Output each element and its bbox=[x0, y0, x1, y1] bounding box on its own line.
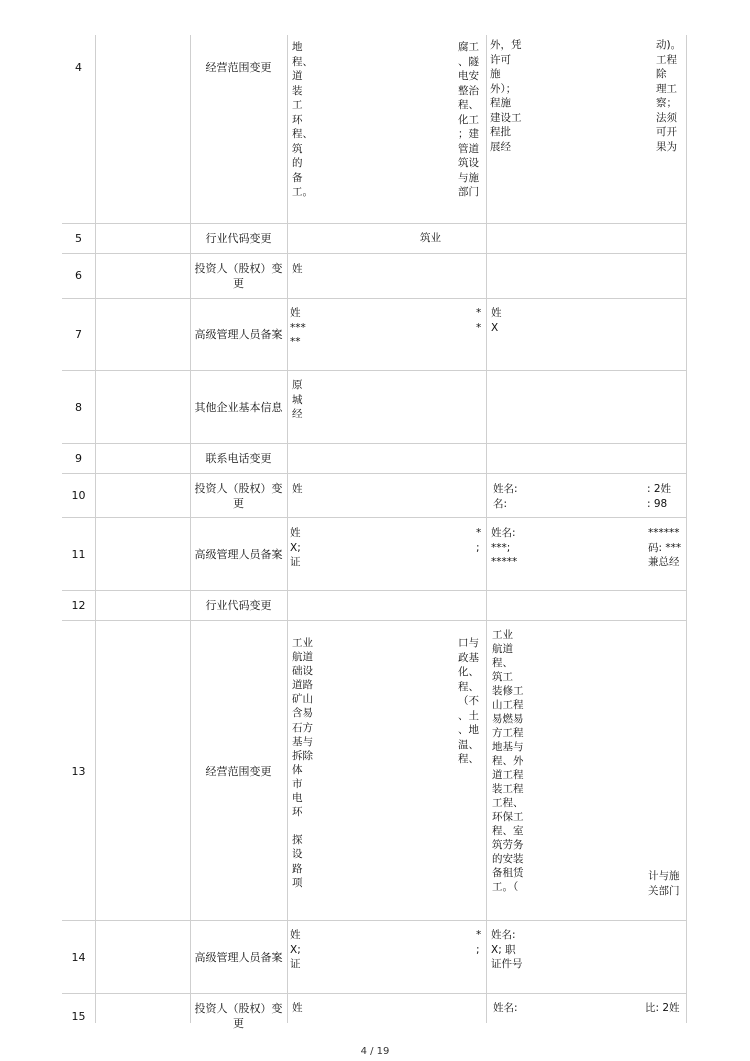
content-before-fragment: 姓 X; 证 bbox=[290, 929, 301, 970]
change-item: 行业代码变更 bbox=[205, 599, 272, 612]
row-number: 5 bbox=[75, 232, 82, 245]
row-number: 14 bbox=[71, 951, 86, 964]
change-item: 联系电话变更 bbox=[205, 452, 272, 465]
content-after-fragment: 姓名: bbox=[493, 1002, 518, 1014]
content-before-fragment: * ; bbox=[476, 929, 482, 956]
content-after-fragment: 姓 X bbox=[491, 307, 502, 334]
change-item: 经营范围变更 bbox=[205, 61, 272, 74]
content-after-fragment: 姓名: X; 职 证件号 bbox=[491, 929, 523, 970]
page-number: 4 / 19 bbox=[360, 1046, 390, 1057]
content-before-fragment: 姓 X; 证 bbox=[290, 527, 301, 568]
grid-line bbox=[62, 993, 687, 994]
row-number: 9 bbox=[75, 452, 82, 465]
content-before-fragment: 姓 *** ** bbox=[290, 307, 306, 348]
grid-line bbox=[190, 35, 191, 1023]
row-number: 15 bbox=[71, 1010, 86, 1023]
content-fragment: 筑业 bbox=[420, 232, 441, 244]
change-item: 其他企业基本信息 bbox=[194, 401, 283, 414]
change-item: 高级管理人员备案 bbox=[194, 951, 283, 964]
content-before-fragment: 姓 bbox=[292, 483, 303, 495]
content-before-fragment: 腐工 、隧 电安 整治 程、 化工 ；建 管道 筑设 与施 部门 bbox=[458, 41, 479, 198]
content-before-fragment: * * bbox=[476, 307, 482, 334]
grid-line bbox=[62, 590, 687, 591]
content-after-fragment: 姓名: 名: bbox=[493, 483, 518, 510]
grid-line bbox=[62, 298, 687, 299]
content-after-fragment: 动)。 工程 除 理工 察； 法须 可开 果为 bbox=[656, 39, 682, 153]
change-item: 投资人（股权）变 更 bbox=[194, 482, 283, 510]
change-item: 高级管理人员备案 bbox=[194, 328, 283, 341]
content-before-fragment: 地 程、 道 装 工 环 程、 筑 的 备 工。 bbox=[292, 41, 313, 198]
grid-line bbox=[686, 35, 687, 1023]
row-number: 12 bbox=[71, 599, 86, 612]
grid-line bbox=[62, 920, 687, 921]
change-item: 经营范围变更 bbox=[205, 765, 272, 778]
grid-line bbox=[62, 517, 687, 518]
row-number: 13 bbox=[71, 765, 86, 778]
row-number: 10 bbox=[71, 489, 86, 502]
change-item bbox=[190, 1001, 287, 1030]
content-before-fragment: 原 城 经 bbox=[292, 379, 303, 420]
content-after-fragment: 外，凭 许可 施 外）； 程施 建设工 程批 展经 bbox=[490, 39, 522, 153]
row-number: 8 bbox=[75, 401, 82, 414]
row-number: 11 bbox=[71, 548, 86, 561]
content-after-fragment: : 2姓 : 98 bbox=[647, 483, 672, 510]
content-before-fragment: 姓 bbox=[292, 1002, 303, 1014]
content-before-fragment: * ; bbox=[476, 527, 482, 554]
grid-line bbox=[62, 223, 687, 224]
grid-line bbox=[62, 473, 687, 474]
grid-line bbox=[486, 35, 487, 1023]
change-item: 行业代码变更 bbox=[205, 232, 272, 245]
content-after-fragment: 工业 航道 程、 筑工 装修工 山工程 易燃易 方工程 地基与 程、外 道工程 装工程 工程、 环保工 程、室 筑劳务 的安装 备租赁 工。（ bbox=[492, 629, 524, 893]
content-after-fragment: 比: 2姓 bbox=[645, 1002, 680, 1014]
content-after-fragment: 姓名: ***; ***** bbox=[491, 527, 518, 568]
grid-line bbox=[62, 443, 687, 444]
grid-line bbox=[62, 253, 687, 254]
grid-line bbox=[287, 35, 288, 1023]
change-item-text: 投资人（股权）变 更 bbox=[194, 1002, 283, 1030]
grid-line bbox=[95, 35, 96, 1023]
content-before-fragment: 姓 bbox=[292, 263, 303, 275]
row-number: 6 bbox=[75, 269, 82, 282]
row-number: 7 bbox=[75, 328, 82, 341]
content-before-fragment: 口与 政基 化、 程、 （不 、土 、地 温、 程、 bbox=[458, 637, 479, 765]
change-item: 高级管理人员备案 bbox=[194, 548, 283, 561]
row-number: 4 bbox=[75, 61, 82, 74]
change-item: 投资人（股权）变 更 bbox=[194, 262, 283, 290]
content-after-fragment: 计与施 关部门 bbox=[648, 870, 680, 897]
grid-line bbox=[62, 370, 687, 371]
content-after-fragment: ****** 码: *** 兼总经 bbox=[648, 527, 682, 568]
grid-line bbox=[62, 620, 687, 621]
content-before-fragment: 工业 航道 础设 道路 矿山 含易 石方 基与 拆除 体 市 电 环 探 设 路 项 bbox=[292, 637, 313, 889]
